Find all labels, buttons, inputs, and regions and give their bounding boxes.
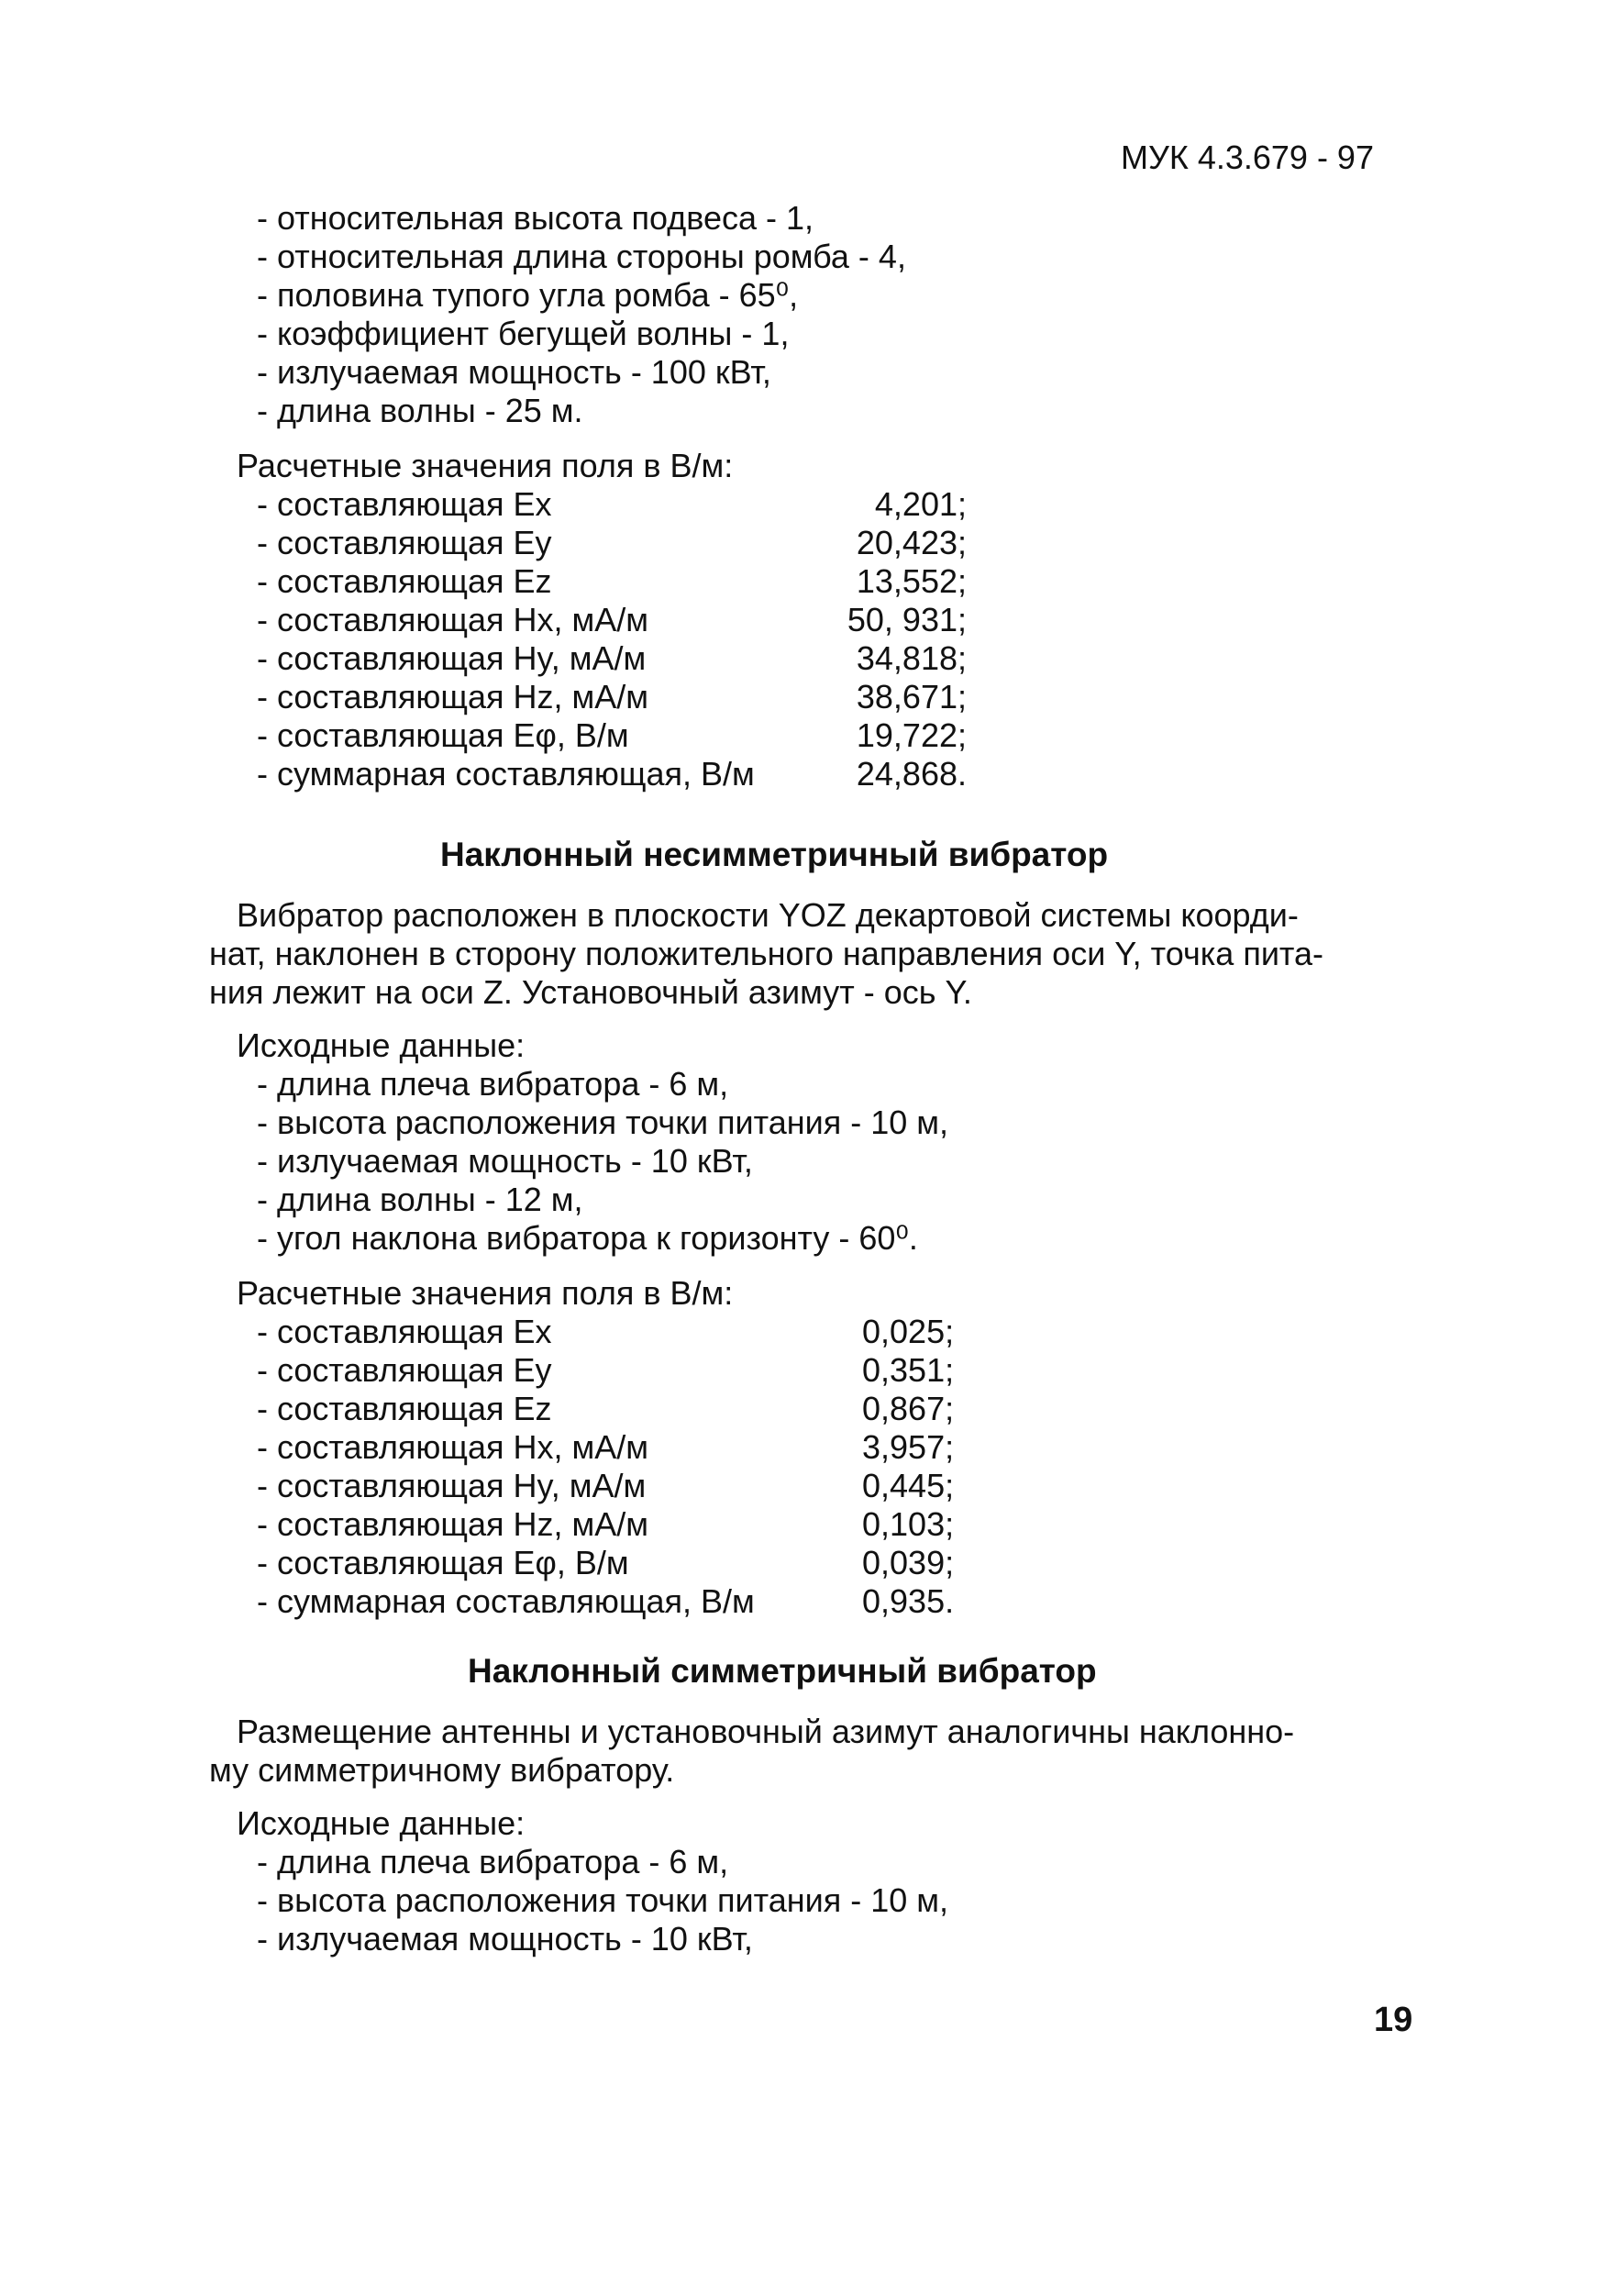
paragraph-line: му симметричному вибратору. — [209, 1751, 675, 1789]
calc-label: - составляющая Ex — [257, 485, 552, 523]
source-title: Исходные данные: — [237, 1804, 526, 1842]
section-heading: Наклонный симметричный вибратор — [468, 1652, 1097, 1690]
calc-value: 0,025; — [862, 1313, 955, 1350]
calc-label: - составляющая Ez — [257, 1390, 552, 1427]
calc-value: 0,103; — [862, 1505, 955, 1543]
calc-value: 24,868. — [856, 755, 967, 793]
list-item: - половина тупого угла ромба - 65⁰, — [257, 276, 799, 314]
document-code: МУК 4.3.679 - 97 — [1121, 139, 1374, 176]
list-item: - относительная высота подвеса - 1, — [257, 199, 814, 237]
calc-label: - составляющая Hy, мА/м — [257, 1467, 647, 1504]
calc-value: 50, 931; — [847, 601, 967, 638]
calc-value: 0,935. — [862, 1582, 955, 1620]
calc-label: - суммарная составляющая, В/м — [257, 755, 755, 793]
list-item: - длина плеча вибратора - 6 м, — [257, 1065, 729, 1103]
paragraph-line: нат, наклонен в сторону положительного направления оси Y, точка пита- — [209, 935, 1324, 972]
page-number: 19 — [1374, 2001, 1413, 2039]
calc-title: Расчетные значения поля в В/м: — [237, 1274, 734, 1312]
paragraph-line: Размещение антенны и установочный азимут аналогичны наклонно- — [237, 1713, 1295, 1750]
calc-label: - составляющая Hy, мА/м — [257, 639, 647, 677]
calc-value: 20,423; — [856, 524, 967, 561]
list-item: - длина волны - 25 м. — [257, 392, 583, 429]
list-item: - излучаемая мощность - 100 кВт, — [257, 353, 771, 391]
list-item: - излучаемая мощность - 10 кВт, — [257, 1142, 753, 1180]
calc-label: - составляющая Ey — [257, 524, 552, 561]
calc-label: - составляющая Hx, мА/м — [257, 1428, 648, 1466]
calc-label: - составляющая Hz, мА/м — [257, 678, 648, 715]
list-item: - относительная длина стороны ромба - 4, — [257, 238, 906, 275]
calc-value: 0,867; — [862, 1390, 955, 1427]
calc-value: 3,957; — [862, 1428, 955, 1466]
calc-label: - составляющая Eφ, В/м — [257, 716, 629, 754]
list-item: - длина волны - 12 м, — [257, 1181, 583, 1218]
paragraph-line: ния лежит на оси Z. Установочный азимут - ось Y. — [209, 973, 972, 1011]
calc-label: - суммарная составляющая, В/м — [257, 1582, 755, 1620]
calc-value: 4,201; — [874, 485, 967, 523]
list-item: - высота расположения точки питания - 10 м, — [257, 1104, 949, 1141]
calc-value: 0,039; — [862, 1544, 955, 1581]
list-item: - угол наклона вибратора к горизонту - 60⁰. — [257, 1219, 918, 1257]
calc-value: 38,671; — [856, 678, 967, 715]
calc-value: 0,445; — [862, 1467, 955, 1504]
calc-title: Расчетные значения поля в В/м: — [237, 447, 734, 484]
calc-label: - составляющая Ez — [257, 562, 552, 600]
calc-label: - составляющая Eφ, В/м — [257, 1544, 629, 1581]
calc-value: 19,722; — [856, 716, 967, 754]
section-heading: Наклонный несимметричный вибратор — [440, 836, 1109, 873]
calc-label: - составляющая Hz, мА/м — [257, 1505, 648, 1543]
calc-label: - составляющая Hx, мА/м — [257, 601, 648, 638]
list-item: - излучаемая мощность - 10 кВт, — [257, 1920, 753, 1958]
calc-label: - составляющая Ex — [257, 1313, 552, 1350]
paragraph-line: Вибратор расположен в плоскости YOZ декартовой системы коорди- — [237, 896, 1299, 934]
calc-value: 34,818; — [856, 639, 967, 677]
calc-value: 0,351; — [862, 1351, 955, 1389]
source-title: Исходные данные: — [237, 1026, 526, 1064]
list-item: - коэффициент бегущей волны - 1, — [257, 315, 790, 352]
list-item: - высота расположения точки питания - 10 м, — [257, 1881, 949, 1919]
calc-value: 13,552; — [856, 562, 967, 600]
list-item: - длина плеча вибратора - 6 м, — [257, 1843, 729, 1880]
calc-label: - составляющая Ey — [257, 1351, 552, 1389]
